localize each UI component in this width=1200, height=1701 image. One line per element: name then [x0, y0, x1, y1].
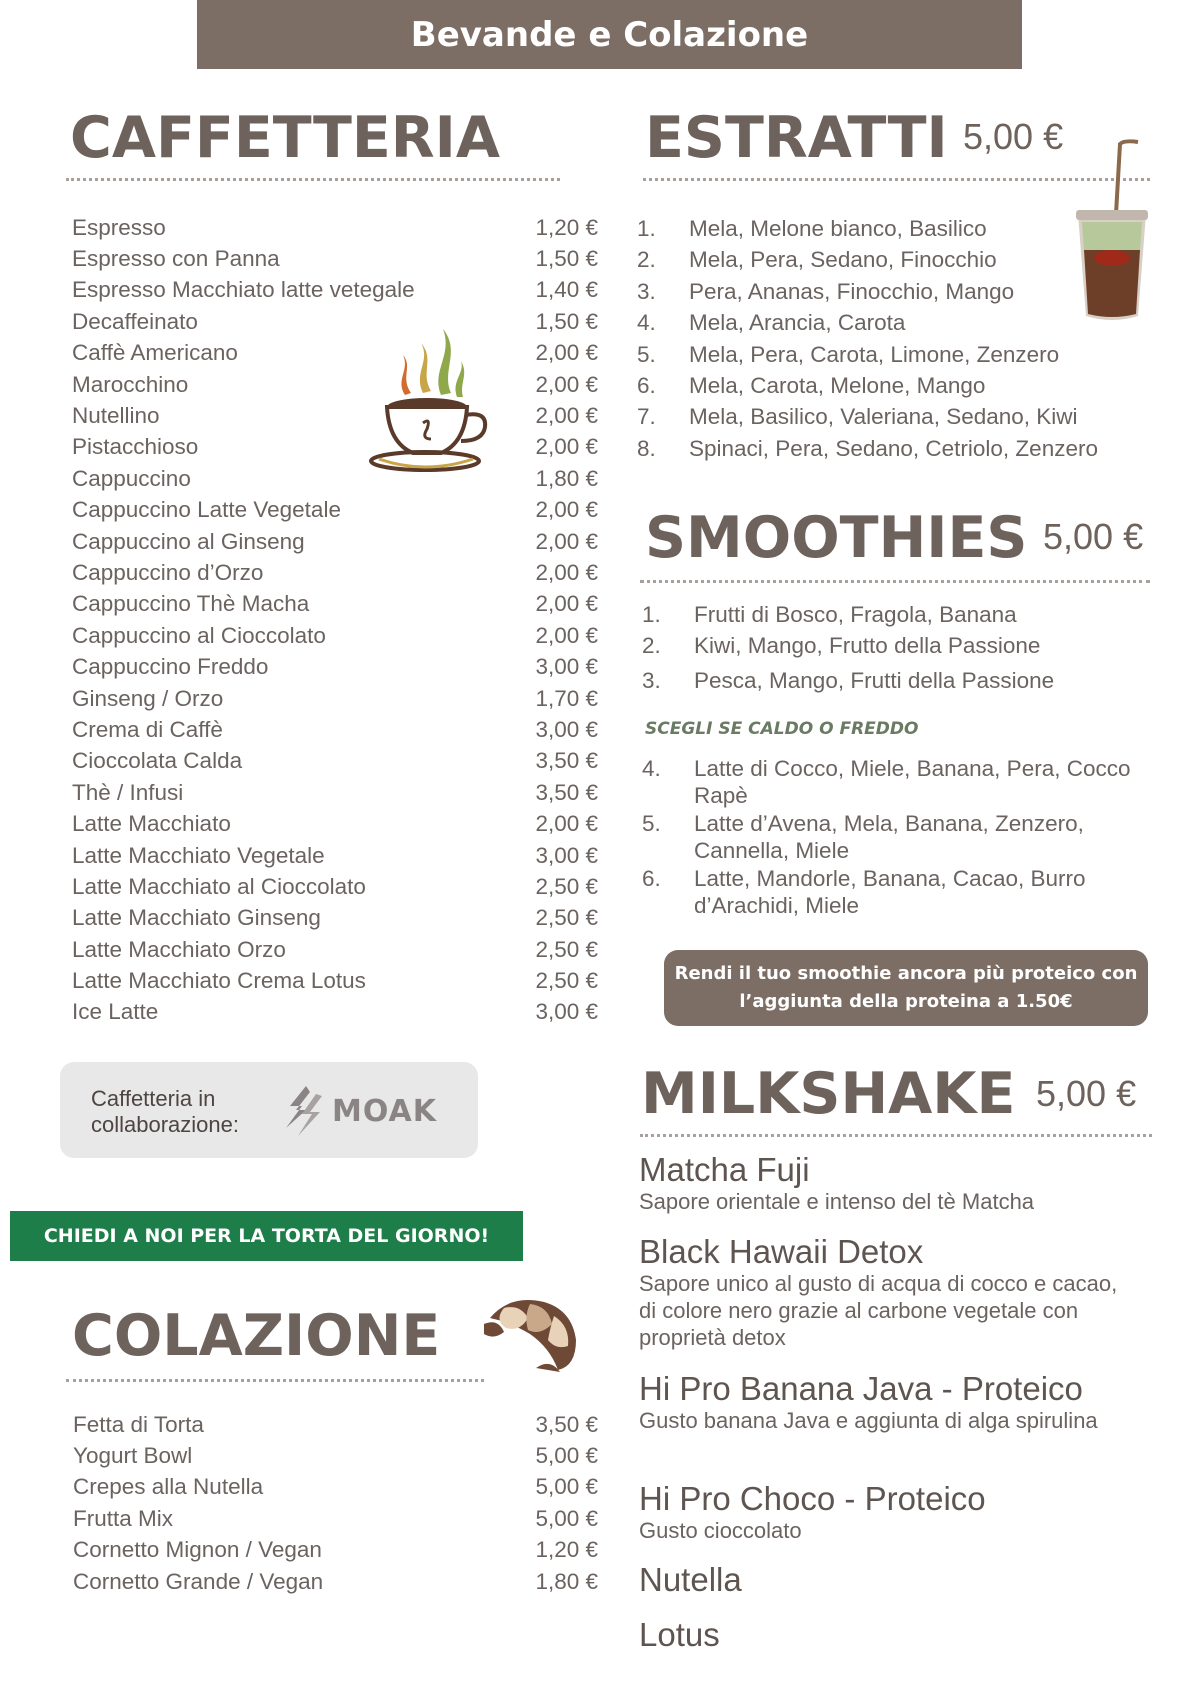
menu-row: Frutta Mix 5,00 € [73, 1505, 598, 1531]
menu-row: Cioccolata Calda 3,50 € [72, 748, 598, 774]
menu-row: Cappuccino Thè Macha 2,00 € [72, 591, 598, 617]
croissant-icon [480, 1288, 580, 1374]
menu-row: Cornetto Grande / Vegan 1,80 € [73, 1568, 598, 1594]
list-item: 1. Frutti di Bosco, Fragola, Banana [642, 602, 1017, 627]
caldo-freddo-subtitle: SCEGLI SE CALDO O FREDDO [645, 719, 919, 739]
moak-partner-box [60, 1062, 478, 1158]
smoothies-list [642, 602, 1152, 699]
milkshake-item [639, 1481, 1159, 1544]
colazione-divider [66, 1379, 484, 1382]
menu-row: Crepes alla Nutella 5,00 € [73, 1474, 598, 1500]
menu-row: Latte Macchiato 2,00 € [72, 811, 598, 837]
milkshake-price: 5,00 € [1036, 1073, 1137, 1114]
list-item: 6. Mela, Carota, Melone, Mango [637, 372, 986, 398]
milkshake-item [639, 1617, 1159, 1653]
milkshake-item [639, 1152, 1159, 1215]
smoothies-price: 5,00 € [1043, 516, 1144, 557]
list-item: 2. Kiwi, Mango, Frutto della Passione [642, 633, 1041, 659]
list-item: 2. Mela, Pera, Sedano, Finocchio [637, 247, 997, 273]
menu-row: Cappuccino d’Orzo 2,00 € [72, 559, 598, 585]
milkshake-title: MILKSHAKE [641, 1061, 1016, 1127]
menu-row: Cappuccino al Ginseng 2,00 € [72, 528, 598, 554]
estratti-price: 5,00 € [963, 116, 1064, 157]
caffetteria-list [72, 212, 598, 1028]
moak-logo-icon: MOAK [282, 1084, 452, 1138]
caffetteria-title: CAFFETTERIA [70, 105, 500, 171]
list-item: 1. Mela, Melone bianco, Basilico [637, 216, 987, 241]
milkshake-desc: Gusto cioccolato [639, 1518, 802, 1544]
torta-del-giorno-banner: CHIEDI A NOI PER LA TORTA DEL GIORNO! [10, 1211, 523, 1261]
milkshake-item [639, 1562, 1159, 1598]
moak-caption: Caffetteria in collaborazione: [91, 1086, 239, 1137]
menu-row: Cappuccino al Cioccolato 2,00 € [72, 622, 598, 648]
colazione-list [73, 1409, 598, 1597]
caffetteria-divider [66, 178, 560, 181]
menu-row: Thè / Infusi 3,50 € [72, 779, 598, 805]
menu-row: Fetta di Torta 3,50 € [73, 1411, 598, 1437]
milkshake-item [639, 1234, 1119, 1351]
milkshake-name: Lotus [639, 1616, 720, 1653]
menu-row: Latte Macchiato Crema Lotus 2,50 € [72, 968, 598, 994]
list-item: 4. Mela, Arancia, Carota [637, 310, 906, 336]
list-item: 7. Mela, Basilico, Valeriana, Sedano, Kiwi [637, 404, 1078, 430]
list-item: 5. Latte d’Avena, Mela, Banana, Zenzero, Cannella, Miele [642, 811, 1084, 863]
menu-row: Latte Macchiato Ginseng 2,50 € [72, 905, 598, 931]
milkshake-item [639, 1371, 1099, 1434]
menu-row: Latte Macchiato Vegetale 3,00 € [72, 842, 598, 868]
coffee-cup-icon [365, 315, 495, 480]
estratti-title: ESTRATTI [645, 105, 948, 171]
menu-row: Cappuccino 1,80 € [72, 465, 598, 491]
menu-row: Cappuccino Freddo 3,00 € [72, 654, 598, 680]
colazione-title: COLAZIONE [72, 1303, 441, 1369]
menu-row: Yogurt Bowl 5,00 € [73, 1443, 598, 1469]
menu-row: Ginseng / Orzo 1,70 € [72, 685, 598, 711]
menu-row: Caffè Americano 2,00 € [72, 340, 598, 366]
list-item: 6. Latte, Mandorle, Banana, Cacao, Burro d’Arachidi, Miele [642, 866, 1086, 918]
smoothies-title: SMOOTHIES [645, 505, 1028, 571]
menu-row: Ice Latte 3,00 € [72, 999, 598, 1025]
smoothies-divider [640, 580, 1150, 583]
list-item: 3. Pera, Ananas, Finocchio, Mango [637, 278, 1015, 304]
milkshake-name: Hi Pro Choco - Proteico [639, 1480, 986, 1517]
list-item: 3. Pesca, Mango, Frutti della Passione [642, 667, 1055, 693]
menu-row: Latte Macchiato al Cioccolato 2,50 € [72, 873, 598, 899]
menu-row: Espresso 1,20 € [72, 214, 598, 240]
list-item: 5. Mela, Pera, Carota, Limone, Zenzero [637, 341, 1060, 367]
menu-row: Crema di Caffè 3,00 € [72, 716, 598, 742]
milkshake-name: Matcha Fuji [639, 1151, 810, 1188]
menu-row: Decaffeinato 1,50 € [72, 308, 598, 334]
milkshake-desc: Sapore unico al gusto di acqua di cocco e cacao, di colore nero grazie al carbone vegetale con proprietà detox [639, 1271, 1118, 1351]
page-banner: Bevande e Colazione [197, 0, 1022, 69]
menu-row: Espresso con Panna 1,50 € [72, 246, 598, 272]
milkshake-desc: Sapore orientale e intenso del tè Matcha [639, 1189, 1035, 1215]
milkshake-name: Nutella [639, 1561, 742, 1598]
menu-row: Marocchino 2,00 € [72, 371, 598, 397]
menu-row: Pistacchioso 2,00 € [72, 434, 598, 460]
milkshake-divider [640, 1134, 1152, 1137]
estratti-list [637, 216, 1157, 467]
list-item: 8. Spinaci, Pera, Sedano, Cetriolo, Zenzero [637, 435, 1098, 461]
list-item: 4. Latte di Cocco, Miele, Banana, Pera, Cocco Rapè [642, 756, 1131, 808]
protein-note: Rendi il tuo smoothie ancora più proteico con l’aggiunta della proteina a 1.50€ [664, 950, 1148, 1026]
menu-row: Nutellino 2,00 € [72, 403, 598, 429]
milkshake-name: Black Hawaii Detox [639, 1233, 924, 1270]
milkshake-name: Hi Pro Banana Java - Proteico [639, 1370, 1083, 1407]
menu-row: Cappuccino Latte Vegetale 2,00 € [72, 497, 598, 523]
milkshake-desc: Gusto banana Java e aggiunta di alga spirulina [639, 1408, 1098, 1434]
smoothies-list-2 [642, 755, 1132, 919]
menu-row: Latte Macchiato Orzo 2,50 € [72, 936, 598, 962]
menu-row: Cornetto Mignon / Vegan 1,20 € [73, 1537, 598, 1563]
menu-row: Espresso Macchiato latte vetegale 1,40 € [72, 277, 598, 303]
